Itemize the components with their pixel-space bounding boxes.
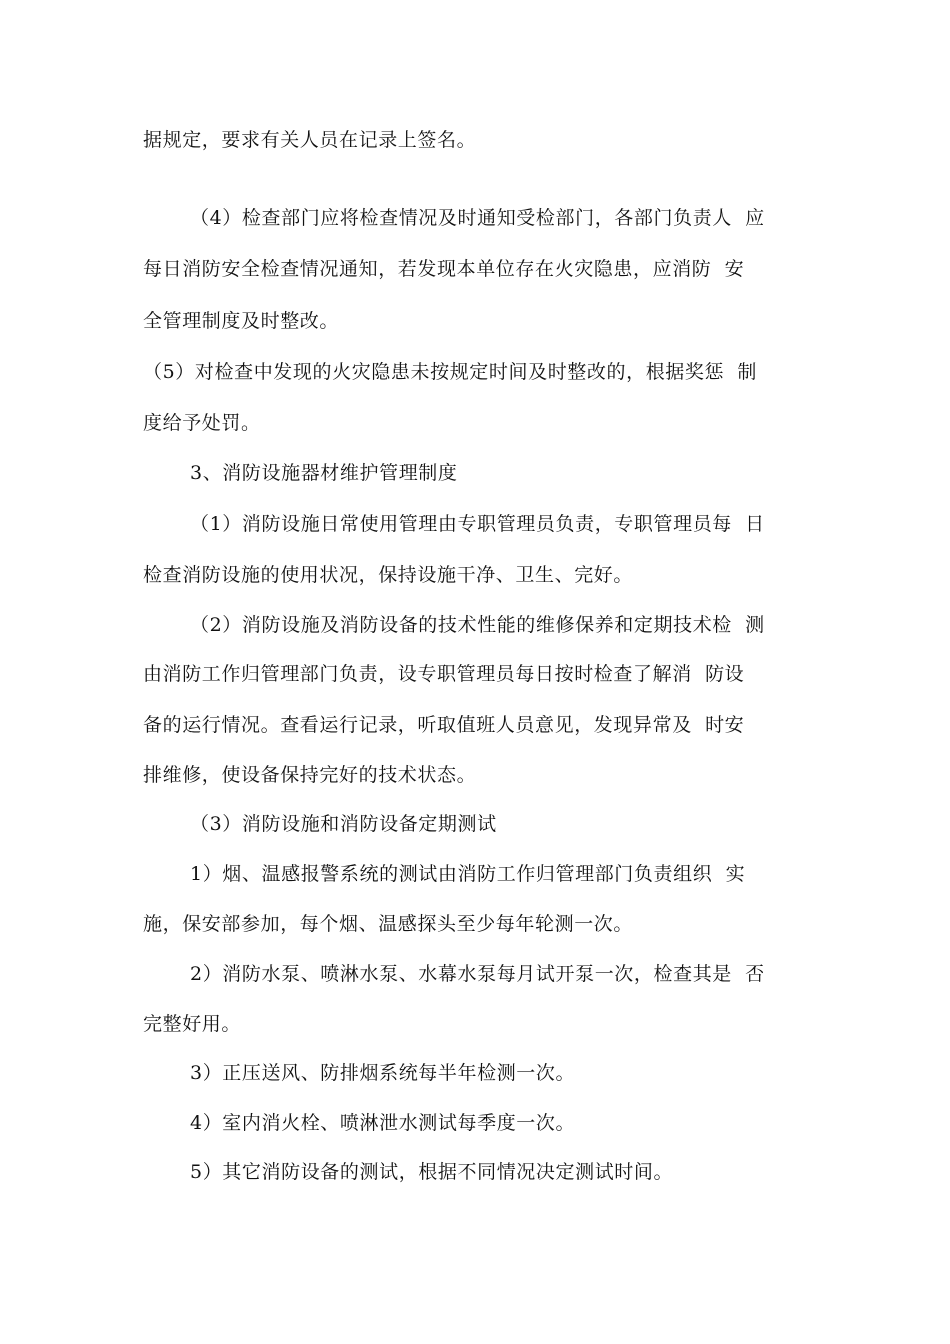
text-line: 度给予处罚。 [143, 412, 261, 434]
text-line: 1）烟、温感报警系统的测试由消防工作归管理部门负责组织 实 [190, 863, 746, 885]
text-line: （3）消防设施和消防设备定期测试 [190, 813, 497, 835]
text-line: （4）检查部门应将检查情况及时通知受检部门，各部门负责人 应 [190, 207, 765, 229]
text-line: 排维修，使设备保持完好的技术状态。 [143, 764, 477, 786]
text-line: 2）消防水泵、喷淋水泵、水幕水泵每月试开泵一次，检查其是 否 [190, 963, 765, 985]
section-heading: 3、消防设施器材维护管理制度 [190, 462, 458, 484]
text-line: 每日消防安全检查情况通知，若发现本单位存在火灾隐患，应消防 安 [143, 258, 745, 280]
text-line: 5）其它消防设备的测试，根据不同情况决定测试时间。 [190, 1161, 674, 1183]
text-line: 由消防工作归管理部门负责，设专职管理员每日按时检查了解消 防设 [143, 663, 745, 685]
text-line: 3）正压送风、防排烟系统每半年检测一次。 [190, 1062, 576, 1084]
text-line: 据规定，要求有关人员在记录上签名。 [143, 129, 477, 151]
text-line: 备的运行情况。查看运行记录，听取值班人员意见，发现异常及 时安 [143, 714, 745, 736]
text-line: 4）室内消火栓、喷淋泄水测试每季度一次。 [190, 1112, 576, 1134]
text-line: 施，保安部参加，每个烟、温感探头至少每年轮测一次。 [143, 913, 634, 935]
text-line: （2）消防设施及消防设备的技术性能的维修保养和定期技术检 测 [190, 614, 765, 636]
text-line: 全管理制度及时整改。 [143, 310, 340, 332]
text-line: 检查消防设施的使用状况，保持设施干净、卫生、完好。 [143, 564, 634, 586]
text-line: （5）对检查中发现的火灾隐患未按规定时间及时整改的，根据奖惩 制 [143, 361, 757, 383]
text-line: （1）消防设施日常使用管理由专职管理员负责，专职管理员每 日 [190, 513, 765, 535]
text-line: 完整好用。 [143, 1013, 242, 1035]
